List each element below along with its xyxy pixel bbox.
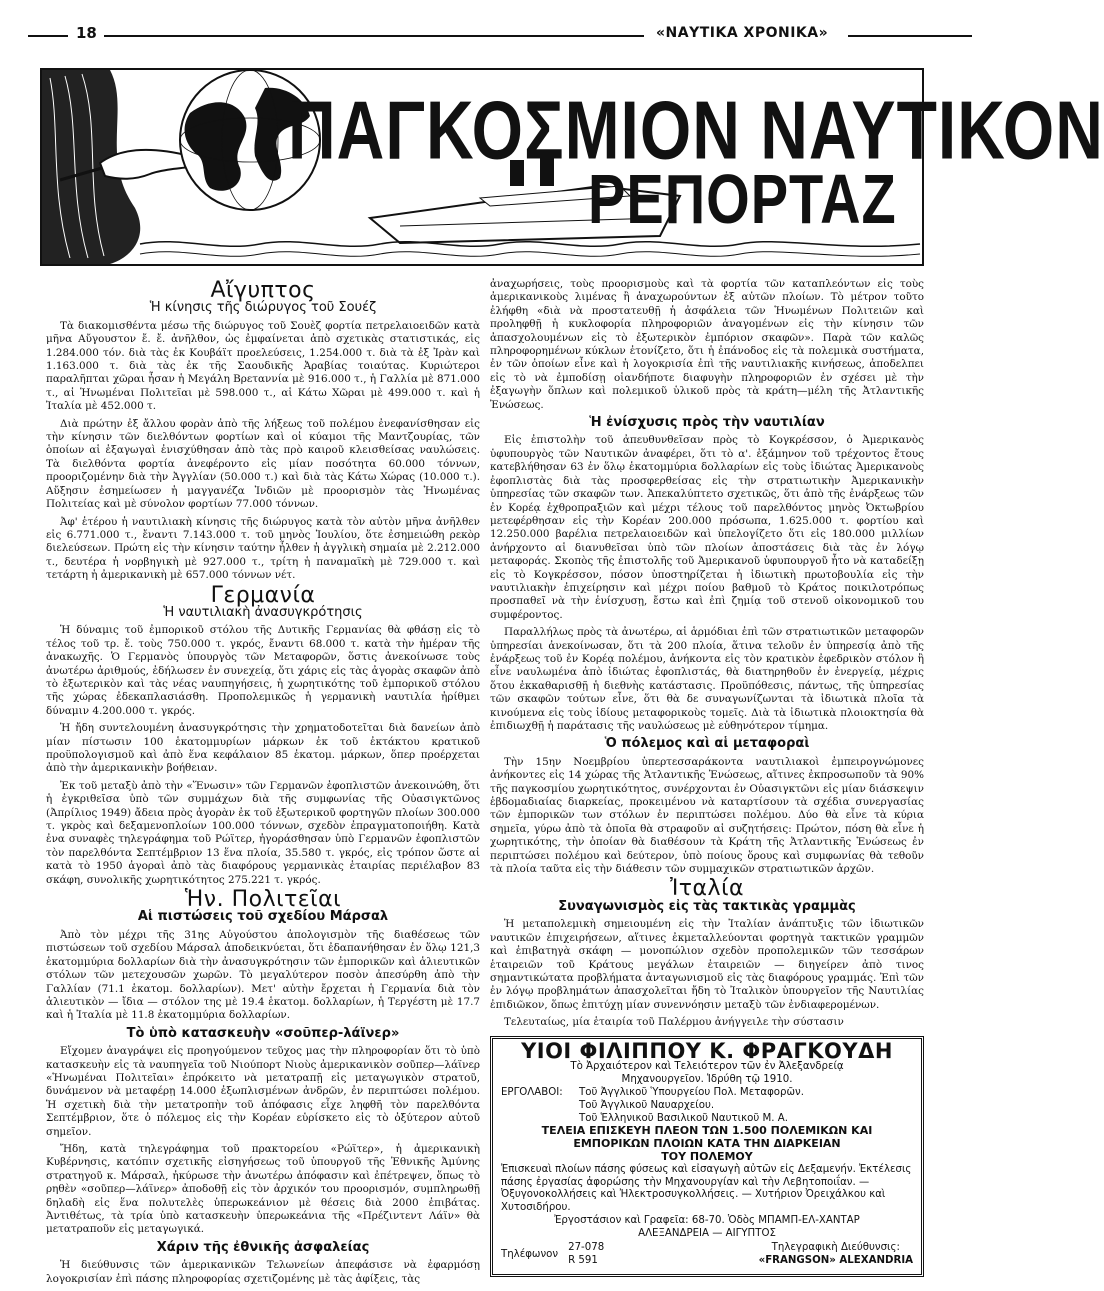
paragraph: Ἀφ' ἑτέρου ἡ ναυτιλιακὴ κίνησις τῆς διώρυγος κατὰ τὸν αὐτὸν μῆνα ἀνῆλθεν εἰς 6.771.000 τ., ἔναντι 7.143.000 τ. τοῦ μηνὸς Ἰουλίου, ὅτε ἐσημειώθη ρεκὸρ διελεύσεων. Πρώτη εἰς τὴν κίνησιν ταύτην ἦλθεν ἡ ἀγγλικὴ σημαία μὲ 2.212.000 τ., δευτέρα ἡ νορβηγικὴ μὲ 927.000 τ., τρίτη ἡ παναμαϊκὴ μὲ 729.000 τ. καὶ τετάρτη ἡ ἀμερικανικὴ μὲ 657.000 τόννων νέτ. [46,515,480,582]
ad-contractors-label: ΕΡΓΟΛΑΒΟΙ: [501,1086,563,1098]
paragraph: Εἰς ἐπιστολὴν τοῦ ἀπευθυνθεῖσαν πρὸς τὸ Κογκρέσσον, ὁ Ἀμερικανὸς ὑφυπουργὸς τῶν Ναυτικῶν ἀναφέρει, ὅτι τὸ α'. ἑξάμηνον τοῦ τρέχοντος ἔτους κατεβλήθησαν 63 ἐν ὅλῳ ἑκατομμύρια δολλαρίων εἰς τοὺς ἰδιώτας Ἀμερικανοὺς ἐφοπλιστὰς διὰ τὰς προσφερθείσας εἰς τὴν στρατιωτικὴν Ἀμερικανικὴν ὑπηρεσίας τῶν σκαφῶν των. Ἀπεκαλύπτετο σχετικῶς, ὅτι ἀπὸ τῆς ἐνάρξεως τῶν ἐν Κορέᾳ ἐχθροπραξιῶν καὶ μέχρι τέλους τοῦ παρελθόντος μηνὸς Ὀκτωβρίου μετεφέρθησαν εἰς τὴν Κορέαν 200.000 πρόσωπα, 1.625.000 τ. φορτίου καὶ 12.250.000 βαρέλια πετρελαιοειδῶν καὶ ὑπελογίζετο ὅτι εἰς 180.000 μιλλίων ἀνήρχοντο αἱ διανυθεῖσαι ὑπὸ τῶν πλοίων ἀποστάσεις διὰ τὰς ἐν λόγῳ μεταφοράς. Σκοπὸς τῆς ἐπιστολῆς τοῦ Ἀμερικανοῦ ὑφυπουργοῦ ἦτο νὰ καταδείξῃ εἰς τὸ Κογκρέσσον, πόσον ὑποστηρίζεται ἡ ἰδιωτικὴ πρωτοβουλία εἰς τὴν ναυτιλιακὴν ἐπιχείρησιν καὶ μέχρι ποίου βαθμοῦ τὸ Κράτος ποικιλοτρόπως προσπαθεῖ νὰ τὴν ἐνίσχυσῃ, ἔστω καὶ ἐπὶ ζημίᾳ τοῦ στενοῦ οἰκονομικοῦ του συμφέροντος. [490,434,924,621]
paragraph-continued: ἀναχωρήσεις, τοὺς προορισμοὺς καὶ τὰ φορτία τῶν καταπλεόντων εἰς τοὺς ἀμερικανικοὺς λιμένας ἢ ἀναχωρούντων ἐξ αὐτῶν πλοίων. Τὸ μέτρον τοῦτο ἐλήφθη «διὰ νὰ προστατευθῇ ἡ ἀσφάλεια τῶν Ἡνωμένων Πολιτειῶν καὶ προληφθῇ ἡ κυκλοφορία πληροφοριῶν ἀναγομένων εἰς τὴν κίνησιν τῶν ἀπασχολουμένων εἰς τὸ ἐξωτερικὸν ἐμπόριον σκαφῶν». Παρὰ τῶν καλῶς πληροφορημένων κύκλων ἐτονίζετο, ὅτι ἡ ἐπάνοδος εἰς τὰ πολεμικὰ συστήματα, ἐν τῶν ὁποίων εἶνε καὶ ἡ λογοκρισία ἐπὶ τῆς ναυτιλιακῆς κινήσεως, ἀποδελπει εἰς τὸ νὰ ἐμποδίσῃ οἱανδήποτε διαφυγὴν πληροφοριῶν ἐν σχέσει μὲ τὴν ἐξαγωγὴν ὅπλων καὶ πολεμικοῦ ὑλικοῦ πρὸς τὰ κράτη—μέλη τῆς Ἀτλαντικῆς Ἐνώσεως. [490,278,924,411]
header-rule-middle [104,35,644,37]
ad-contractor: Τοῦ Ἑλληνικοῦ Βασιλικοῦ Ναυτικοῦ Μ. Α. [579,1112,788,1124]
paragraph: Τελευταίως, μία ἑταιρία τοῦ Παλέρμου ἀνήγγειλε τὴν σύστασιν [504,1016,844,1029]
paragraph: Ἡ μεταπολεμικὴ σημειουμένη εἰς τὴν Ἰταλίαν ἀνάπτυξις τῶν ἰδιωτικῶν ναυτικῶν ἐπιχειρήσεων, αἵτινες ἐκμεταλλεύονται φορτηγὰ τακτικῶν γραμμῶν καὶ ἐπιβατηγὰ σκάφη — μονοπώλιον σχεδὸν προπολεμικῶν τῶν τεσσάρων ἑταιρειῶν τοῦ Κράτους μεγάλων ἑταιρειῶν — διηγείρεν ἀπὸ τινος σημαντικώτατα προβλήματα ἀνταγωνισμοῦ εἰς τὰς διαφόρους γραμμάς. Ἐπὶ τῶν ἐν λόγῳ προβλημάτων ἀπασχολεῖται ἤδη τὸ Ἰταλικὸν ὑπουργεῖον τῆς Ναυτιλίας ἐπιδιῶκον, ὅπως ἐπιτύχῃ μίαν συνεννόησιν μεταξὺ τῶν ἐνδιαφερομένων. [490,918,924,1011]
header-rule-right [848,35,972,37]
paragraph: Ἡ διεύθυνσις τῶν ἀμερικανικῶν Τελωνείων ἀπεφάσισε νὰ ἐφαρμόσῃ λογοκρισίαν ἐπὶ πάσης πληροφορίας σχετιζομένης μὲ τὰς ἀφίξεις, τὰς [46,1259,480,1285]
ad-phone-2: R 591 [568,1255,598,1267]
section-title-egypt: Αἴγυπτος [210,278,316,303]
ad-caps-line-2: ΕΜΠΟΡΙΚΩΝ ΠΛΟΙΩΝ ΚΑΤΑ ΤΗΝ ΔΙΑΡΚΕΙΑΝ [573,1137,841,1151]
ad-tagline-2: Μηχανουργεῖον. Ἱδρύθη τῷ 1910. [621,1074,793,1086]
ad-telegraph-label: Τηλεγραφικὴ Διεύθυνσις: [771,1242,900,1254]
ad-caps-line-1: ΤΕΛΕΙΑ ΕΠΙΣΚΕΥΗ ΠΛΕΟΝ ΤΩΝ 1.500 ΠΟΛΕΜΙΚΩΝ ΚΑΙ [541,1124,873,1138]
banner-title-line2: ΡΕΠΟΡΤΑΖ [588,159,897,238]
section-title-germany: Γερμανία [210,582,316,608]
running-header [28,24,972,46]
ad-contractor: Τοῦ Ἀγγλικοῦ Ναυαρχείου. [579,1099,715,1111]
ad-tagline-1: Τὸ Ἀρχαιότερον καὶ Τελειότερον τῶν ἐν Ἀλεξανδρείᾳ [570,1061,844,1073]
advertisement-box [490,1036,924,1278]
paragraph: Ἀπὸ τὸν μέχρι τῆς 31ης Αὐγούστου ἀπολογισμὸν τῆς διαθέσεως τῶν πιστώσεων τοῦ σχεδίου Μάρσαλ ἀποδεικνύεται, ὅτι ἐδαπανήθησαν ἐν ὅλῳ 121,3 ἑκατομμύρια δολλαρίων διὰ τὴν ἀνασυγκρότησιν τῶν ἐμπορικῶν καὶ ἁλιευτικῶν στόλων τῶν μετεχουσῶν χωρῶν. Τὸ μεγαλύτερον ποσὸν ἀπεσύρθη ἀπὸ τὴν Γαλλίαν (71.1 ἑκατομ. δολλαρίων). Μετ' αὐτὴν ἔρχεται ἡ Γερμανία διὰ τὸν ἁλιευτικὸν — ἴδια — στόλον της μὲ 19.4 ἑκατομ. δολλαρίων, ἡ Τεργέστη μὲ 17.7 καὶ ἡ Ἰταλία μὲ 11.8 ἑκατομμύρια δολλαρίων. [46,928,480,1022]
section-subtitle-war-transport: Ὁ πόλεμος καὶ αἱ μεταφοραὶ [604,736,810,752]
header-rule-left [28,35,68,37]
ad-telegraph: «FRANGSON» ALEXANDRIA [758,1255,913,1267]
magazine-title: «ΝΑΥΤΙΚΑ ΧΡΟΝΙΚΑ» [656,25,829,41]
ad-address: Ἐργοστάσιον καὶ Γραφεῖα: 68-70. Ὁδὸς ΜΠΑΜΠ-ΕΛ-ΧΑΝΤΑΡ [554,1214,860,1226]
section-subtitle-superliner: Τὸ ὑπὸ κατασκευὴν «σοῦπερ-λάϊνερ» [126,1025,400,1041]
ad-contractors [501,1087,913,1125]
ad-caps-line-3: ΤΟΥ ΠΟΛΕΜΟΥ [661,1149,753,1163]
ad-contact [501,1242,913,1268]
ad-services: Ἐπισκευαὶ πλοίων πάσης φύσεως καὶ εἰσαγωγὴ αὐτῶν εἰς Δεξαμενήν. Ἐκτέλεσις πάσης ἐργασίας ἀφορώσης τὴν Μηχανουργίαν καὶ τὴν Λεβητοποιΐαν. — Ὀξυγονοκολλήσεις καὶ Ἠλεκτροσυγκολλήσεις. — Χυτήριον Ὀρειχάλκου καὶ Χυτοσιδήρου. [501,1163,912,1214]
banner-illustration [40,68,1104,266]
paragraph: Ἐκ τοῦ μεταξὺ ἀπὸ τὴν «Ἕνωσιν» τῶν Γερμανῶν ἐφοπλιστῶν ἀνεκοινώθη, ὅτι ἡ ἐγκριθεῖσα ὑπὸ τῶν συμμάχων διὰ τῆς συμφωνίας τῆς Οὐασιγκτῶνος (Ἀπρίλιος 1949) ἄδεια πρὸς ἀγορὰν ἐκ τοῦ ἐξωτερικοῦ φορτηγῶν πλοίων 300.000 τ. γκρὸς καὶ δεξαμενοπλοίων 100.000 τόννων, σχεδὸν ἐπραγματοποιήθη. Κατὰ ἐνα συναφὲς τηλεγράφημα τοῦ Ρώϊτερ, ἠγοράσθησαν ὑπὸ Γερμανῶν ἐφοπλιστῶν τὸν παρελθόντα Σεπτέμβριον 13 ἕνα πλοία, 35.580 τ. γκρός, εἰς τρόπον ὥστε αἱ κατὰ τὸ 1950 ἀγοραὶ ἀπὸ τὰς διαφόρους γερμανικὰς ἑταιρίας περιέλαβον 83 σκάφη, συνολικῆς χωρητικότητος 275.221 τ. γκρός. [46,779,480,886]
section-subtitle-shipping-aid: Ἡ ἐνίσχυσις πρὸς τὴν ναυτιλίαν [589,415,825,431]
ad-phone-label: Τηλέφωνον [501,1248,559,1260]
paragraph: Τὴν 15ην Νοεμβρίου ὑπερτεσσαράκοντα ναυτιλιακοὶ ἐμπειρογνώμονες ἀνήκοντες εἰς 14 χώρας τῆς Ἀτλαντικῆς Ἐνώσεως, αἵτινες ἐκπροσωποῦν τὰ 90% τῆς παγκοσμίου χωρητικότητος, συνέρχονται ἐν Οὐασιγκτῶνι εἰς μίαν διάσκεψιν ἑβδομαδιαίας διαρκείας, προκειμένου νὰ καταρτίσουν τὰ σχέδια συνεργασίας τῶν ἐμπορικῶν των στόλων ἐν περιπτώσει πολέμου. Δύο θὰ εἶνε τὰ κύρια σημεῖα, γύρω ἀπὸ τὰ ὁποῖα θὰ στραφοῦν αἱ συζητήσεις: Πρώτον, πόση θὰ εἶνε ἡ χωρητικότης, τὴν ὁποίαν θὰ διαθέσουν τὰ Κράτη τῆς Ἀτλαντικῆς Ἑνώσεως ἐν περιπτώσει πολέμου καὶ δεύτερον, ὑπὸ ποίους ὅρους καὶ συμφωνίας θὰ τεθοῦν τὰ πλοία ταῦτα εἰς τὴν διάθεσιν τῶν συμμαχικῶν στρατιωτικῶν ἀρχῶν. [490,755,924,876]
magazine-page [28,16,1104,1285]
ad-contractor: Τοῦ Ἀγγλικοῦ Ὑπουργείου Πολ. Μεταφορῶν. [579,1086,804,1098]
ad-phone-1: 27-078 [568,1242,605,1254]
paragraph: Ἡ ἤδη συντελουμένη ἀνασυγκρότησις τὴν χρηματοδοτεῖται διὰ δανείων ἀπὸ μίαν πίστωσιν 100 ἑκατομμυρίων μάρκων ἐκ τοῦ ἐκτάκτου κρατικοῦ προϋπολογισμοῦ καὶ ἀπὸ ἕνα κεφάλαιον 85 ἑκατομ. μάρκων, ὅπερ προέρχεται ἀπὸ τὴν ἀμερικανικὴν βοήθειαν. [46,722,480,775]
banner-title-line1: ΠΑΓΚΟΣΜΙΟΝ ΝΑΥΤΙΚΟΝ [288,83,1104,176]
paragraph: Ἤδη, κατὰ τηλεγράφημα τοῦ πρακτορείου «Ρώϊτερ», ἡ ἀμερικανικὴ Κυβέρνησις, κατόπιν σχετικῆς εἰσηγήσεως τοῦ ὑπουργοῦ τῆς Ἐθνικῆς Ἀμύνης στρατηγοῦ κ. Μάρσαλ, ἠκύρωσε τὴν ἀνωτέρω ἀπόφασιν καὶ ἐπέτρεψεν, ὅπως τὸ ρηθὲν «σοῦπερ—λάϊνερ» ἀποδοθῇ εἰς τὸν ἀρχικόν του προορισμόν, συμπληρωθῇ δηλαδὴ εἰς ἕνα πολυτελὲς ὑπερωκεάνιον μὲ θέσεις διὰ 2000 ἐπιβάτας. Ἀντιθέτως, τὰ τρία ὑπὸ κατασκευὴν ὑπερωκεάνια τῆς «Πρέζιντεντ Λάϊν» θὰ μετατραποῦν εἰς μεταγωγικά. [46,1142,480,1236]
paragraph: Παραλλήλως πρὸς τὰ ἀνωτέρω, αἱ ἁρμόδιαι ἐπὶ τῶν στρατιωτικῶν μεταφορῶν ὑπηρεσίαι ἀνεκοίνωσαν, ὅτι τὰ 200 πλοία, ἅτινα τελοῦν ἐν ὑπηρεσίᾳ ἀπὸ τῆς ἐνάρξεως τοῦ ἐν Κορέᾳ πολέμου, ἀνήκοντα εἰς τὸν κρατικὸν ἐφεδρικὸν στόλον ἢ εἶνε ναυλωμένα ἀπὸ ἰδιώτας ἐφοπλιστάς, θὰ διατηρηθοῦν ἐν ἐνεργείᾳ, μέχρις ὅτου ἐκκαθαρισθῇ ἡ διεθνὴς κατάστασις. Προϋπόθεσις, πάντως, τῆς ὑπηρεσίας τῶν σκαφῶν τούτων εἶνε, ὅτι θὰ δε συναγωνίζωνται τὰ ἰδιωτικὰ πλοῖα τὰ κινούμενα εἰς τοὺς ἰδίους μεταφορικοὺς τομεῖς. Διὰ τὰ ἰδιωτικὰ πλοιοκτησία θὰ ἐπιδιωχθῇ ἡ παράτασις τῆς ναυλώσεως μὲ εὐθηνότερον τίμημα. [490,626,924,732]
paragraph: Ἡ δύναμις τοῦ ἐμπορικοῦ στόλου τῆς Δυτικῆς Γερμανίας θὰ φθάσῃ εἰς τὸ τέλος τοῦ τρ. ἔ. τοὺς 750.000 τ. γκρός, ἔναντι 68.000 τ. κατὰ τὴν ἡμέραν τῆς ἀνακωχῆς. Ὁ Γερμανὸς ὑπουργὸς τῶν Μεταφορῶν, ὅστις ἀνεκοίνωσε τοὺς ἀνωτέρω ἀριθμούς, ἐδήλωσεν ἐν συνεχείᾳ, ὅτι χάρις εἰς τὰς ἀγορὰς σκαφῶν ἀπὸ τὸ ἐξωτερικὸν καὶ τὰς νέας ναυπηγήσεις, ἡ χωρητικότης τοῦ ἐμπορικοῦ στόλου τῆς χώρας ἐδεκαπλασιάσθη. Προπολεμικῶς ἡ γερμανικὴ ναυτιλία ἠρίθμει δύναμιν 4.200.000 τ. γκρός. [46,624,480,717]
paragraph: Διὰ πρώτην ἐξ ἄλλου φορὰν ἀπὸ τῆς λήξεως τοῦ πολέμου ἐνεφανίσθησαν εἰς τὴν κίνησιν τῶν διελθόντων φορτίων καὶ οἱ κύαμοι τῆς Μαντζουρίας, τῶν ὁποίων αἱ ἐξαγωγαὶ ἐνισχύθησαν ἀπὸ τὰς πρὸ καιροῦ κλεισθείσας ναυλώσεις. Τὰ διελθόντα φορτία ἀνεφέροντο εἰς μίαν ποσότητα 60.000 τόννων, προοριζομένην διὰ τὴν Ἀγγλίαν (50.000 τ.) καὶ διὰ τὰς Κάτω Χώρας (10.000 τ.). Αὔξησιν ἐσημείωσεν ἡ μαγγανέζα Ἰνδιῶν μὲ προορισμὸν τὰς Ἡνωμένας Πολιτείας καὶ μὲ σύνολον φορτίων 77.000 τόννων. [46,417,480,511]
page-number: 18 [76,24,97,42]
section-subtitle-egypt: Ἡ κίνησις τῆς διώρυγος τοῦ Σουέζ [149,300,377,316]
ad-city: ΑΛΕΞΑΝΔΡΕΙΑ — ΑΙΓΥΠΤΟΣ [638,1227,776,1239]
section-subtitle-marshall: Αἱ πιστώσεις τοῦ σχεδίου Μάρσαλ [137,909,389,925]
sea-waves [140,242,920,257]
section-title-italy: Ἰταλία [669,876,745,902]
section-title-usa: Ἡν. Πολιτεῖαι [184,887,342,913]
section-subtitle-security: Χάριν τῆς ἐθνικῆς ἀσφαλείας [156,1239,370,1255]
section-subtitle-germany: Ἡ ναυτιλιακὴ ἀνασυγκρότησις [163,604,363,620]
paragraph: Εἴχομεν ἀναγράψει εἰς προηγούμενον τεῦχος μας τὴν πληροφορίαν ὅτι τὸ ὑπὸ κατασκευὴν εἰς τὰ ναυπηγεῖα τοῦ Νιούπορτ Νιοὺς ἀμερικανικὸν σοῦπερ—λάϊνερ «Ἡνωμέναι Πολιτεῖαι» ἐπρόκειτο νὰ μετατραπῇ εἰς μεταγωγικὸν στρατοῦ, δυνάμενον νὰ μεταφέρῃ 14.000 ἐξωπλισμένων ἀνδρῶν, ἐν περιπτώσει πολέμου. Ἡ σχετικὴ διὰ τὴν μετατροπὴν τοῦ ἀπόφασις εἶχε ληφθῆ τὸν παρελθόντα Σεπτέμβριον, ὅτε ὁ πόλεμος εἰς τὴν Κορέαν εὑρίσκετο εἰς τὸ ὀξύτερον αὐτοῦ σημεῖον. [46,1045,480,1138]
left-column [46,278,480,1290]
ad-company-name: ΥΙΟΙ ΦΙΛΙΠΠΟΥ Κ. ΦΡΑΓΚΟΥΔΗ [521,1038,893,1063]
paragraph: Τὰ διακομισθέντα μέσω τῆς διώρυγος τοῦ Σουὲζ φορτία πετρελαιοειδῶν κατὰ μῆνα Αὔγουστον ἔ. ἔ. ἀνῆλθον, ὡς ἐμφαίνεται ἀπὸ σχετικὰς στατιστικάς, εἰς 1.284.000 τόν. διὰ τὰς ἐκ Κουβάϊτ προελεύσεις, 1.254.000 τ. διὰ τὰ ἐξ Ἰρὰν καὶ 1.163.000 τ. διὰ τὰς ἐκ τῆς Σαουδικῆς Ἀραβίας τοιαύτας. Κυριώτεροι παραλῆπται χῶραι ἦσαν ἡ Μεγάλη Βρεταννία μὲ 916.000 τ., ἡ Γαλλία μὲ 871.000 τ., αἱ Ἡνωμέναι Πολιτεῖαι μὲ 598.000 τ., αἱ Κάτω Χῶραι μὲ 499.000 τ. καὶ ἡ Ἰταλία μὲ 452.000 τ. [46,319,480,413]
section-subtitle-italy: Συναγωνισμὸς εἰς τὰς τακτικὰς γραμμὰς [558,898,856,914]
right-column [490,278,924,1277]
